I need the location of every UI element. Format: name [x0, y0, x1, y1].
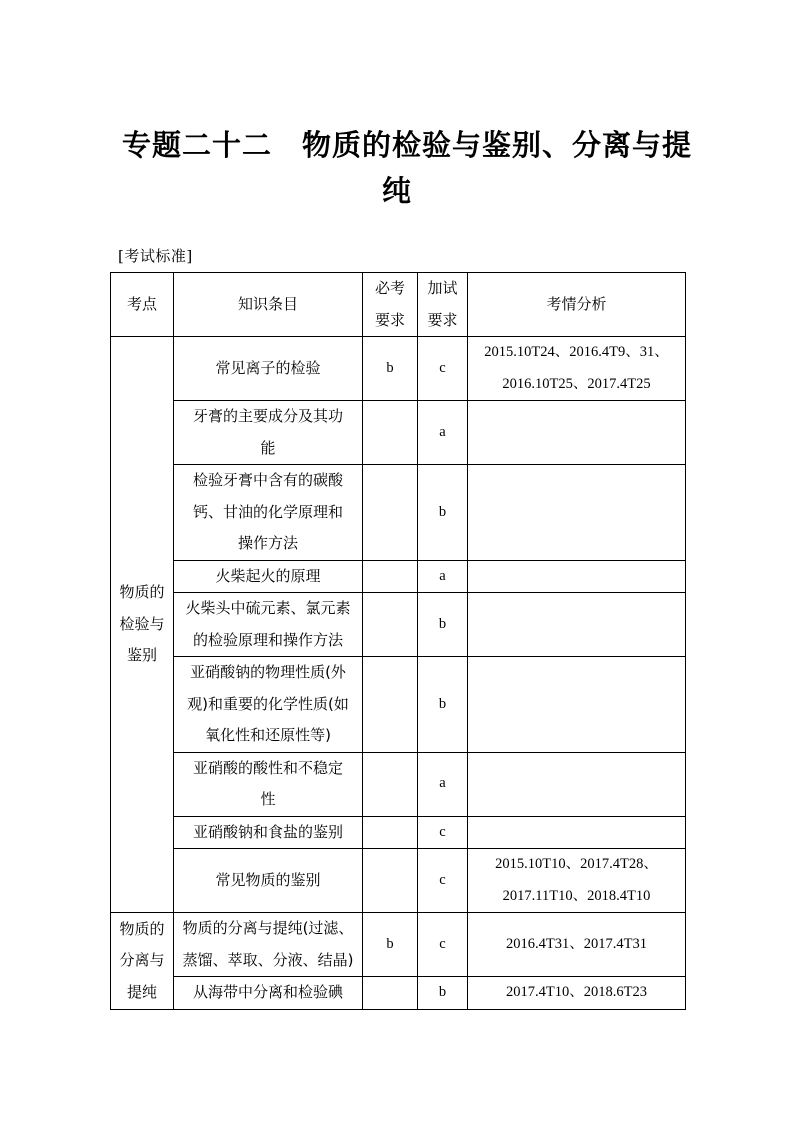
table-row	[111, 752, 686, 816]
req1-cell	[363, 816, 418, 849]
title-line-1: 专题二十二 物质的检验与鉴别、分离与提	[122, 128, 693, 162]
header-bikao: 必考要求	[363, 273, 418, 337]
table-header-row	[111, 273, 686, 337]
req1-cell	[363, 465, 418, 561]
req2-cell: a	[418, 401, 468, 465]
item-cell: 亚硝酸钠的物理性质(外观)和重要的化学性质(如氧化性和还原性等)	[174, 657, 363, 753]
analysis-cell: 2015.10T24、2016.4T9、31、2016.10T25、2017.4T25	[468, 337, 686, 401]
analysis-cell: 2017.4T10、2018.6T23	[468, 977, 686, 1010]
table-row	[111, 913, 686, 977]
table-row	[111, 337, 686, 401]
req1-cell	[363, 752, 418, 816]
item-cell: 牙膏的主要成分及其功能	[174, 401, 363, 465]
table-row	[111, 849, 686, 913]
req2-cell: a	[418, 752, 468, 816]
table-row	[111, 816, 686, 849]
table-row	[111, 977, 686, 1010]
req1-cell: b	[363, 337, 418, 401]
req2-cell: c	[418, 849, 468, 913]
analysis-cell	[468, 401, 686, 465]
item-cell: 常见物质的鉴别	[174, 849, 363, 913]
item-cell: 亚硝酸钠和食盐的鉴别	[174, 816, 363, 849]
req1-cell	[363, 560, 418, 593]
table-row	[111, 593, 686, 657]
page-title	[110, 122, 693, 214]
title-line-2: 纯	[381, 174, 412, 208]
req1-cell	[363, 593, 418, 657]
req1-cell	[363, 401, 418, 465]
req2-cell: c	[418, 913, 468, 977]
analysis-cell	[468, 752, 686, 816]
analysis-cell	[468, 816, 686, 849]
analysis-cell	[468, 465, 686, 561]
req1-cell: b	[363, 913, 418, 977]
req2-cell: b	[418, 657, 468, 753]
req2-cell: b	[418, 593, 468, 657]
item-cell: 亚硝酸的酸性和不稳定性	[174, 752, 363, 816]
header-jiashi: 加试要求	[418, 273, 468, 337]
item-cell: 火柴头中硫元素、氯元素的检验原理和操作方法	[174, 593, 363, 657]
req1-cell	[363, 977, 418, 1010]
req2-cell: c	[418, 816, 468, 849]
req2-cell: c	[418, 337, 468, 401]
req2-cell: b	[418, 977, 468, 1010]
group-cell-fenli: 物质的分离与提纯	[111, 913, 174, 1010]
item-cell: 常见离子的检验	[174, 337, 363, 401]
table-row	[111, 465, 686, 561]
analysis-cell	[468, 657, 686, 753]
req1-cell	[363, 657, 418, 753]
header-zhishi: 知识条目	[174, 273, 363, 337]
analysis-cell	[468, 593, 686, 657]
req2-cell: b	[418, 465, 468, 561]
item-cell: 从海带中分离和检验碘	[174, 977, 363, 1010]
analysis-cell	[468, 560, 686, 593]
item-cell: 火柴起火的原理	[174, 560, 363, 593]
table-row	[111, 401, 686, 465]
analysis-cell: 2015.10T10、2017.4T28、2017.11T10、2018.4T10	[468, 849, 686, 913]
section-label: [考试标准]	[118, 247, 193, 265]
header-kaodian: 考点	[111, 273, 174, 337]
item-cell: 物质的分离与提纯(过滤、蒸馏、萃取、分液、结晶)	[174, 913, 363, 977]
group-cell-jianyan: 物质的检验与鉴别	[111, 337, 174, 913]
req2-cell: a	[418, 560, 468, 593]
item-cell: 检验牙膏中含有的碳酸钙、甘油的化学原理和操作方法	[174, 465, 363, 561]
table-row	[111, 657, 686, 753]
req1-cell	[363, 849, 418, 913]
header-kaoqing: 考情分析	[468, 273, 686, 337]
analysis-cell: 2016.4T31、2017.4T31	[468, 913, 686, 977]
table-row	[111, 560, 686, 593]
exam-standard-table	[110, 272, 686, 1010]
